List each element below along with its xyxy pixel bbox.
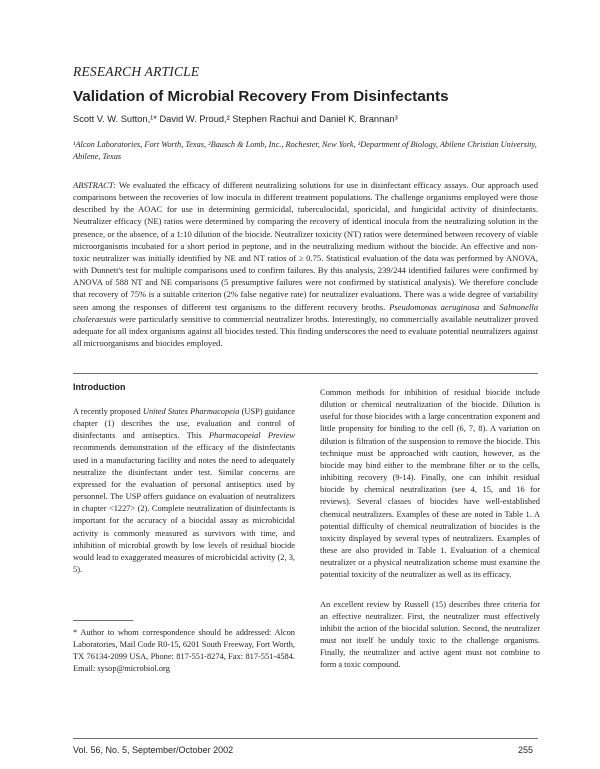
- introduction-paragraph: [73, 406, 295, 576]
- intro-text-part-1: A recently proposed: [73, 407, 143, 416]
- article-title: Validation of Microbial Recovery From Disinfectants: [73, 88, 449, 105]
- journal-issue: Vol. 56, No. 5, September/October 2002: [73, 745, 234, 755]
- abstract-text-part-3: were particularly sensitive to commercial neutralizer broths. Interestingly, no commercially available neutralizer proved adequate for all index organisms against all biocides tested. This finding underscores the need to evaluate potential neutralizers against all microorganisms and biocides employed.: [73, 313, 538, 349]
- introduction-heading: Introduction: [73, 382, 126, 392]
- author-list: Scott V. W. Sutton,¹* David W. Proud,² Stephen Rachui and Daniel K. Brannan³: [73, 114, 398, 124]
- intro-text-part-2: (USP) guidance chapter (1) describes the use, evaluation and control of disinfectants and antiseptics. This: [73, 407, 296, 441]
- abstract-organism-2: Salmonella choleraesuis: [73, 301, 539, 324]
- intro-usp-title: United States Pharmacopeia: [142, 407, 240, 416]
- abstract-divider: [73, 373, 538, 374]
- abstract-text-part-2: and: [479, 301, 500, 312]
- left-column: [73, 382, 295, 576]
- intro-text-part-3: recommends demonstration of the efficacy of the disinfectants used in a manufacturing facility and notes the need to adequately neutralize the disinfectant under test. Similar concerns are expressed for the evaluation of personal antiseptics used by personnel. The USP offers guidance on evaluation of neutralizers in chapter <1227> (2). Complete neutralization of disinfectants is important for the accuracy of a biocidal assay as microbicidal activity is commonly measured as survivors with time, and inhibition of microbial growth by low levels of residual biocide would lead to exaggerated measures of microbicidal activity (2, 3, 5).: [73, 443, 295, 575]
- intro-preview-title: Pharmacopeial Preview: [208, 431, 295, 441]
- author-affiliations: ¹Alcon Laboratories, Fort Worth, Texas, ²Bausch & Lomb, Inc., Rochester, New York, ³Department of Biology, Abilene Christian University, Abilene, Texas: [73, 140, 537, 161]
- abstract-block: [73, 179, 538, 349]
- abstract-label: ABSTRACT:: [73, 180, 116, 190]
- abstract-organism-1: Pseudomonas aeruginosa: [389, 301, 480, 312]
- abstract-text-part-1: We evaluated the efficacy of different neutralizing solutions for use in disinfectant efficacy assays. Our approach used comparisons between the recoveries of low inocula in different treatment populations. The challenge organisms employed were those described by the AOAC for use in determining germicidal, tuberculocidal, sporicidal, and fungicidal activity of disinfectants. Neutralizer efficacy (NE) ratios were determined by comparing the recovery of identical inocula from the neutralizing solution in the presence, or the absence, of a 1:10 dilution of the biocide. Neutralizer toxicity (NT) ratios were determined between recovery of viable microorganisms incubated for a short period in peptone, and in the neutralizing medium without the biocide. An effective and non-toxic neutralizer was initially identified by NE and NT ratios of ≥ 0.75. Statistical evaluation of the data was performed by ANOVA, with Dunnett's test for multiple comparisons used to confirm failures. By this analysis, 239/244 identified failures were confirmed by ANOVA of 588 NT and NE comparisons (5 presumptive failures were not confirmed by statistical analysis). We therefore conclude that recovery of 75% is a suitable criterion (2% false negative rate) for neutralizer evaluations. There was a wide degree of variability seen among the responses of different test organisms to the different recovery broths.: [73, 180, 538, 312]
- neutralization-methods-paragraph: Common methods for inhibition of residual biocide include dilution or chemical neutralization of the biocide. Dilution is useful for those biocides with a large concentration exponent and little propensity for binding to the cell (6, 7, 8). A variation on dilution is filtration of the suspension to remove the biocide. This technique must be approached with caution, however, as the biocide may bind either to the membrane filter or to the cells, inhibiting recovery (9-14). Finally, one can inhibit residual biocide by chemical neutralization (see 4, 15, and 16 for reviews). Several classes of biocides have well-established chemical neutralizers. Examples of these are noted in Table 1. A potential difficulty of chemical neutralization of biocides is the toxicity displayed by several types of neutralizers. Examples of these are also provided in Table 1. Evaluation of a chemical neutralizer or a physical neutralization scheme must examine the potential toxicity of the neutralizer as well as its efficacy.: [320, 388, 540, 580]
- footnote-divider: [73, 620, 133, 621]
- right-column: [320, 382, 540, 671]
- article-type-label: RESEARCH ARTICLE: [73, 64, 200, 79]
- neutralizer-criteria-paragraph: An excellent review by Russell (15) describes three criteria for an effective neutralizer. First, the neutralizer must effectively inhibit the action of the biocidal solution. Second, the neutralizer must not itself be unduly toxic to the challenge organisms. Finally, the neutralizer and active agent must not combine to form a toxic compound.: [320, 599, 540, 670]
- page-number: 255: [518, 745, 534, 755]
- correspondence-footnote: * Author to whom correspondence should be addressed: Alcon Laboratories, Mail Code R0-15, 6201 South Freeway, Fort Worth, TX 76134-2099 USA, Phone: 817-551-8274, Fax: 817-551-4584. Email: sysop@microbiol.org: [73, 628, 295, 674]
- footer-divider: [73, 738, 538, 739]
